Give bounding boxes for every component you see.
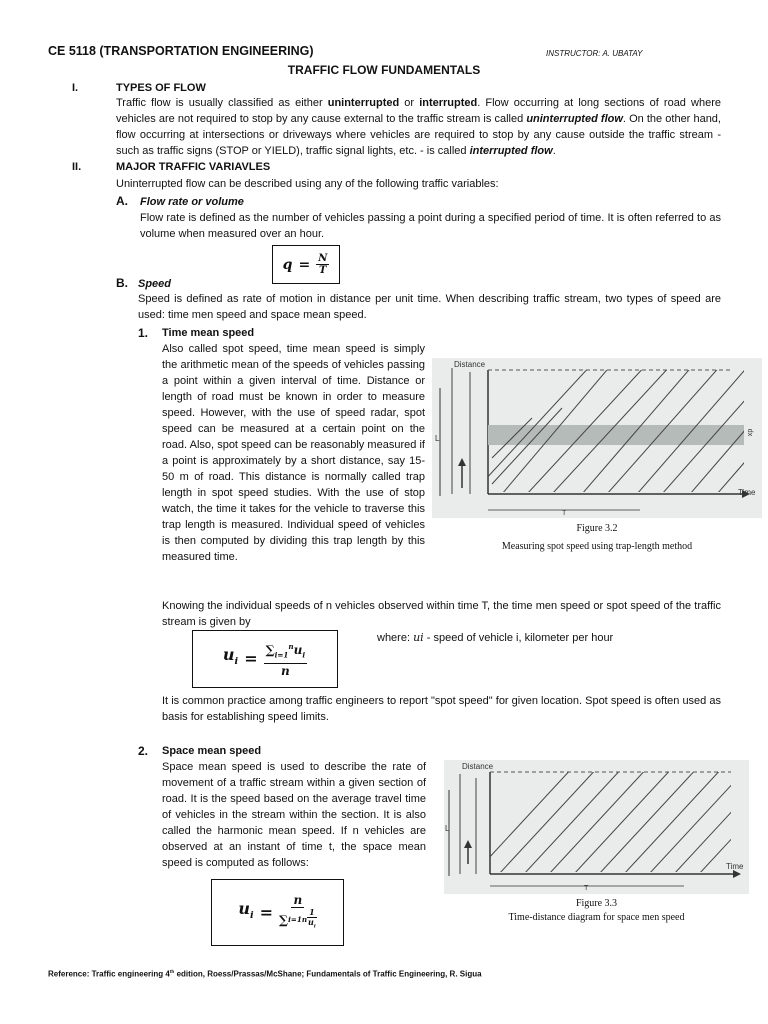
- figure-3-2: [432, 358, 762, 518]
- figure-3-3-y-axis-label: Distance: [462, 762, 494, 771]
- figure-3-2-l-label: L: [435, 434, 440, 443]
- section-numeral-2: II.: [72, 161, 82, 173]
- figure-3-3: [444, 760, 749, 894]
- space-mean-speed-diagram: [444, 760, 749, 894]
- section-heading-traffic-variables: MAJOR TRAFFIC VARIAVLES: [116, 161, 271, 173]
- traffic-variables-intro: Uninterrupted flow can be described using any of the following traffic variables:: [116, 178, 499, 190]
- figure-3-3-caption-text: Time-distance diagram for space men speed: [508, 912, 685, 923]
- figure-3-2-y-axis-label: Distance: [454, 360, 486, 369]
- figure-3-2-dx-label: dx: [746, 428, 754, 437]
- course-title: CE 5118 (TRANSPORTATION ENGINEERING): [48, 44, 314, 58]
- reference-footer: Reference: Traffic engineering 4th edition, Roess/Prassas/McShane; Fundamentals of Traffic Engineering, R. Sigua: [48, 969, 482, 979]
- space-mean-speed-equation: $u_i$ = n ∑ i=1 n $\frac{1}{u_i}$: [211, 879, 344, 946]
- figure-3-2-caption-text: Measuring spot speed using trap-length method: [501, 541, 693, 552]
- flow-rate-equation: q = $\frac{N}{T}$: [272, 245, 340, 284]
- figure-3-2-caption-number: Figure 3.2: [576, 523, 618, 534]
- types-of-flow-paragraph: Traffic flow is usually classified as either uninterrupted or interrupted. Flow occurring at long sections of road where vehicles are not required to stop by any cause external to the traffic stream is called uninterrupted flow. On the other hand, flow occurring at intersections or driveways where vehicles are required to stop by any cause outside the traffic stream - such as traffic signs (STOP or YIELD), traffic signal lights, etc. - is called interrupted flow.: [116, 97, 721, 157]
- space-mean-speed-title: Space mean speed: [162, 745, 262, 757]
- section-numeral-1: I.: [72, 82, 79, 94]
- page-title: TRAFFIC FLOW FUNDAMENTALS: [287, 63, 481, 77]
- figure-3-2-x-axis-label: Time: [738, 488, 756, 497]
- spot-speed-practice-paragraph: It is common practice among traffic engineers to report "spot speed" for given location. Spot speed is often used as basis for establishing speed limits.: [162, 695, 721, 723]
- flow-rate-paragraph: Flow rate is defined as the number of vehicles passing a point during a specified period of time. It is often referred to as volume when measured over an hour.: [140, 212, 721, 240]
- instructor-label: INSTRUCTOR: A. UBATAY: [546, 49, 643, 58]
- time-mean-speed-title: Time mean speed: [162, 327, 255, 339]
- item-number-1: 1.: [138, 326, 149, 340]
- time-mean-speed-intro-formula: Knowing the individual speeds of n vehicles observed within time T, the time men speed or spot speed of the traffic stream is given by: [162, 600, 721, 628]
- figure-3-3-t-label: T: [584, 885, 589, 892]
- subsection-title-flow-rate: Flow rate or volume: [140, 196, 244, 208]
- item-number-2: 2.: [138, 744, 149, 758]
- figure-3-3-l-label: L: [445, 824, 450, 833]
- time-mean-speed-equation: $u_i$ = $\frac{\sum_{i=1}^nu_i}{n}$: [192, 630, 338, 688]
- time-mean-speed-paragraph: Also called spot speed, time mean speed is simply the arithmetic mean of the speeds of vehicles passing a point within a given interval of time. Distance or length of road must be known in order to measure speed. However, with the use of speed radar, spot speed can be measured at a certain point on the road. Also, spot speed can be reasonably measured if a point is approximately by a short distance, say 15-50 m of road. This distance is normally called trap length in spot speed studies. With the use of stop watch, the time it takes for the vehicle to traverse this trap length is measured. Individual speed of vehicles is then computed by dividing this trap length by this measured time.: [162, 343, 425, 563]
- figure-3-3-x-axis-label: Time: [726, 862, 744, 871]
- space-mean-speed-paragraph: Space mean speed is used to describe the rate of movement of a traffic stream within a given section of road. It is the speed based on the average travel time of vehicles in the stream within the section. It is also called the harmonic mean speed. If n vehicles are observed at an instant of time t, the space mean speed is computed as follows:: [162, 761, 426, 869]
- time-mean-speed-where-note: where: ui - speed of vehicle i, kilometer per hour: [377, 631, 614, 644]
- trap-length-diagram: [432, 358, 762, 518]
- speed-paragraph: Speed is defined as rate of motion in distance per unit time. When describing traffic stream, two types of speed are used: time men speed and space mean speed.: [138, 293, 721, 321]
- subsection-title-speed: Speed: [138, 278, 172, 290]
- subsection-letter-b: B.: [116, 276, 128, 290]
- figure-3-2-t-label: T: [562, 510, 567, 517]
- subsection-letter-a: A.: [116, 194, 128, 208]
- section-heading-types-of-flow: TYPES OF FLOW: [116, 82, 206, 94]
- figure-3-3-caption-number: Figure 3.3: [575, 898, 618, 909]
